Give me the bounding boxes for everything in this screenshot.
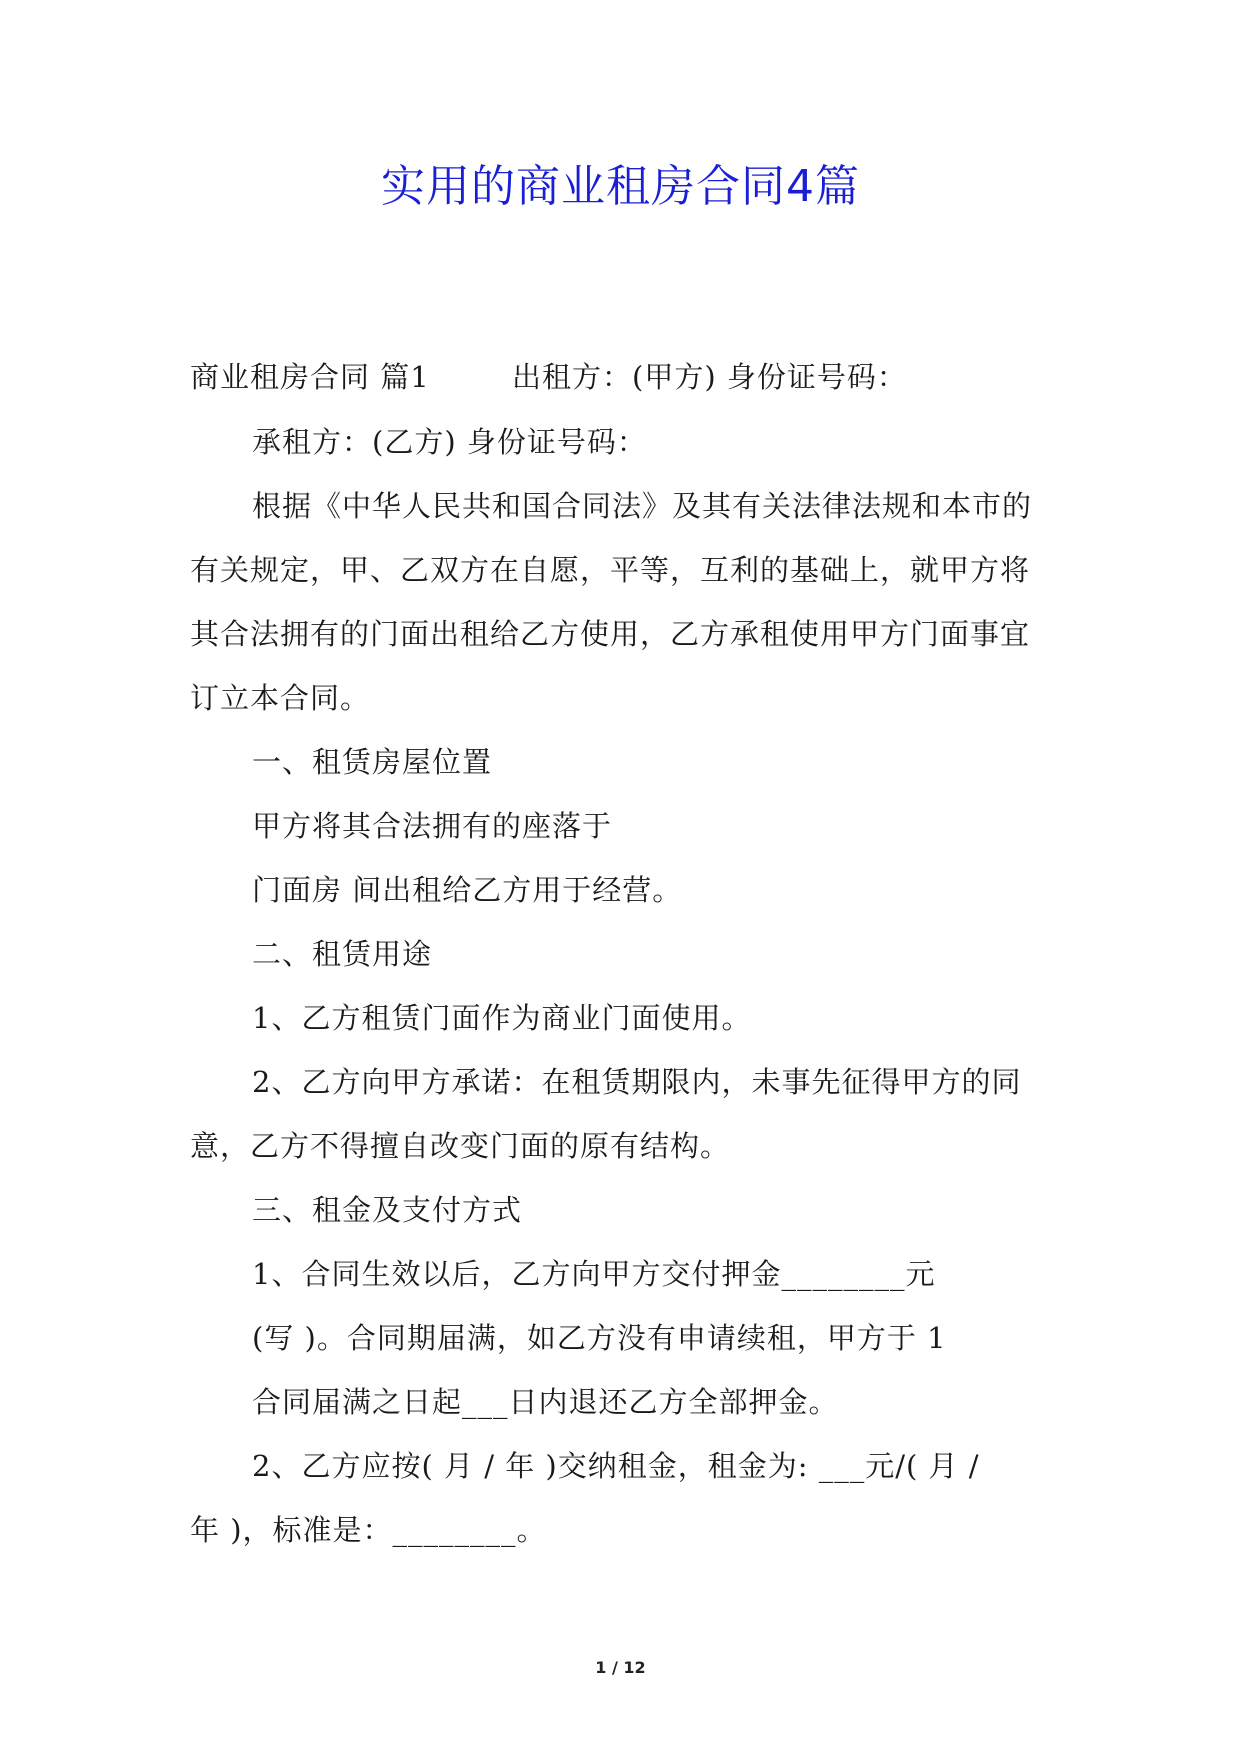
- body-line: (写 )。合同期届满，如乙方没有申请续租，甲方于 1: [252, 1321, 947, 1355]
- body-line: 有关规定，甲、乙双方在自愿，平等，互利的基础上，就甲方将: [190, 553, 1031, 587]
- body-line: 意，乙方不得擅自改变门面的原有结构。: [190, 1129, 731, 1163]
- body-line: 订立本合同。: [190, 681, 371, 715]
- body-line: 合同届满之日起___日内退还乙方全部押金。: [252, 1385, 839, 1419]
- section-heading: 商业租房合同 篇1: [190, 360, 430, 394]
- body-line: 年 )，标准是：________。: [190, 1513, 547, 1547]
- clause-heading: 三、租金及支付方式: [252, 1193, 523, 1227]
- body-line: 1、乙方租赁门面作为商业门面使用。: [252, 1001, 752, 1035]
- document-title: 实用的商业租房合同4篇: [381, 161, 860, 212]
- page-number: 1 / 12: [595, 1658, 646, 1677]
- body-line: 其合法拥有的门面出租给乙方使用，乙方承租使用甲方门面事宜: [190, 617, 1031, 651]
- lessor-line: 出租方：(甲方) 身份证号码：: [512, 360, 907, 394]
- body-line: 甲方将其合法拥有的座落于: [252, 809, 613, 843]
- clause-heading: 二、租赁用途: [252, 937, 433, 971]
- body-line: 承租方：(乙方) 身份证号码：: [252, 425, 647, 459]
- body-line: 根据《中华人民共和国合同法》及其有关法律法规和本市的: [252, 489, 1033, 523]
- body-line: 门面房 间出租给乙方用于经营。: [252, 873, 683, 907]
- body-line: 2、乙方应按( 月 / 年 )交纳租金，租金为: ___元/( 月 /: [252, 1449, 980, 1483]
- body-line: 2、乙方向甲方承诺：在租赁期限内，未事先征得甲方的同: [252, 1065, 1022, 1099]
- clause-heading: 一、租赁房屋位置: [252, 745, 493, 779]
- body-line: 1、合同生效以后，乙方向甲方交付押金________元: [252, 1257, 936, 1291]
